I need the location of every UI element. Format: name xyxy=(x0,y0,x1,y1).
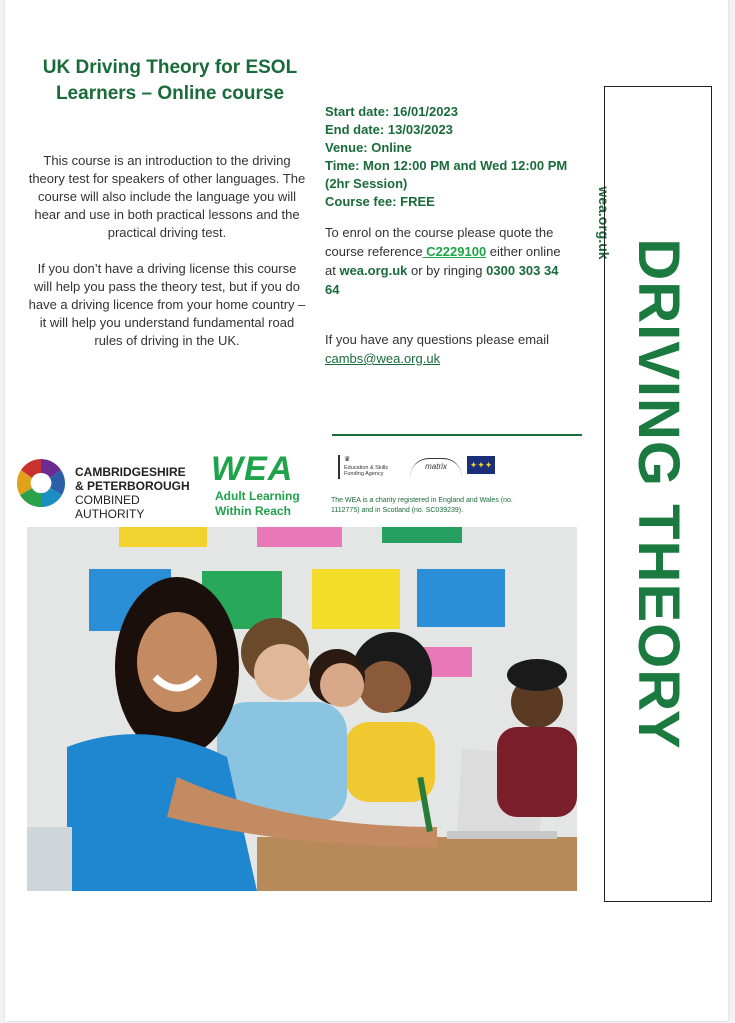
cpca-logo-text: CAMBRIDGESHIRE & PETERBOROUGH COMBINED AUTHORITY xyxy=(75,465,190,521)
driving-theory-banner xyxy=(604,86,712,902)
vertical-website: wea.org.uk xyxy=(596,186,612,260)
enrol-instructions: To enrol on the course please quote the course reference C2229100 either online at wea.org.uk or by ringing 0300 303 34 64 xyxy=(325,225,561,297)
email-link[interactable]: cambs@wea.org.uk xyxy=(325,351,441,366)
divider xyxy=(332,434,582,436)
wea-tagline: Adult Learning Within Reach xyxy=(215,489,300,518)
end-date: End date: 13/03/2023 xyxy=(325,122,453,137)
venue: Venue: Online xyxy=(325,140,412,155)
website-text: wea.org.uk xyxy=(339,263,408,278)
course-details xyxy=(325,103,570,211)
matrix-logo: matrix xyxy=(410,458,462,477)
students-photo xyxy=(27,527,577,891)
description-paragraph-2: If you don’t have a driving license this course will help you pass the theory test, but if you do have a driving licence from your home country – it will help you understand fundamental road rules of driving in the UK. xyxy=(28,261,306,348)
start-date: Start date: 16/01/2023 xyxy=(325,104,458,119)
session-time: Time: Mon 12:00 PM and Wed 12:00 PM (2hr Session) xyxy=(325,158,568,191)
course-fee: Course fee: FREE xyxy=(325,194,435,209)
crest-icon: ♛ xyxy=(344,456,351,463)
wea-logo: WEA xyxy=(211,450,294,488)
esfa-logo: ♛ Education & Skills Funding Agency xyxy=(338,455,406,479)
flyer-page xyxy=(5,0,728,1021)
questions-contact: If you have any questions please email cambs@wea.org.uk xyxy=(325,332,550,366)
driving-theory-text: DRIVING THEORY xyxy=(626,238,691,750)
description-paragraph-1: This course is an introduction to the driving theory test for speakers of other languages. The course will also include the language you will hear and use in both practical lessons and the practical driving test. xyxy=(28,153,306,240)
course-reference-link[interactable]: C2229100 xyxy=(422,244,487,259)
charity-notice: The WEA is a charity registered in England and Wales (no. 1112775) and in Scotland (no. SC039239). xyxy=(331,497,513,514)
eu-flag-icon: ✦✦✦ xyxy=(467,456,495,474)
phone-number: 0300 303 34 64 xyxy=(325,263,559,297)
cpca-swirl-icon xyxy=(15,457,67,509)
course-description xyxy=(27,152,307,368)
course-title: UK Driving Theory for ESOL Learners – Online course xyxy=(42,57,298,104)
